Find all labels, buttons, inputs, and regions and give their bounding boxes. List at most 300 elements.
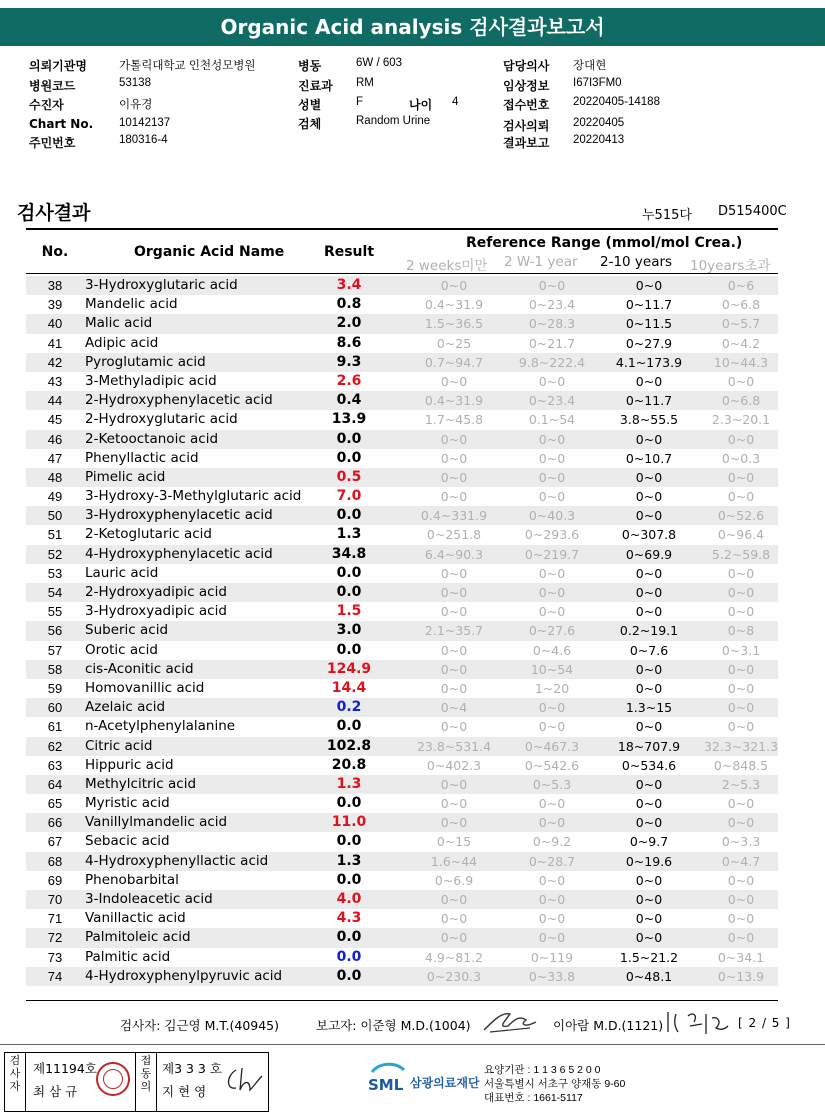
cell-range-2-10yr: 0~0: [635, 719, 663, 735]
cell-range-under-2wk: 0~0: [440, 278, 468, 293]
cell-range-2-10yr: 0~0: [635, 489, 663, 505]
cell-result: 124.9: [326, 660, 372, 677]
cell-range-under-2wk: 6.4~90.3: [424, 546, 484, 562]
cell-no: 52: [47, 546, 63, 562]
label-hospital-code: 병원코드: [29, 79, 76, 93]
label-sex: 성별: [298, 98, 322, 112]
cell-range-2-10yr: 0.2~19.1: [619, 623, 679, 639]
cell-range-over-10yr: 2.3~20.1: [711, 412, 771, 428]
table-row: [26, 334, 778, 353]
table-row: [26, 314, 778, 333]
cell-no: 39: [47, 297, 63, 313]
value-chart-no: 10142137: [119, 117, 171, 129]
cell-range-under-2wk: 0~251.8: [426, 527, 482, 543]
cell-no: 42: [47, 354, 63, 370]
cell-range-over-10yr: 0~8: [727, 623, 755, 639]
cell-no: 53: [47, 565, 63, 581]
cell-acid-name: Lauric acid: [85, 564, 159, 581]
cell-result: 0.0: [336, 564, 362, 581]
cell-no: 69: [47, 872, 63, 888]
table-row: [26, 737, 778, 756]
header-range-2-10yr: 2-10 years: [600, 254, 673, 270]
cell-result: 0.0: [336, 507, 362, 524]
cell-no: 56: [47, 623, 63, 639]
cell-range-under-2wk: 0~0: [440, 680, 468, 696]
cell-result: 34.8: [331, 545, 367, 562]
cell-range-2-10yr: 0~0: [635, 815, 663, 831]
table-row: [26, 468, 778, 487]
cell-range-2wk-1yr: 0~5.3: [532, 776, 572, 792]
cell-acid-name: 3-Hydroxy-3-Methylglutaric acid: [85, 488, 302, 505]
cell-range-under-2wk: 0~0: [440, 892, 468, 907]
cell-range-2-10yr: 0~7.6: [629, 642, 669, 658]
cell-range-2wk-1yr: 0~23.4: [528, 297, 576, 313]
cell-acid-name: Myristic acid: [85, 795, 170, 812]
header-name: Organic Acid Name: [134, 244, 285, 260]
label-receipt-no: 접수번호: [503, 98, 550, 112]
cell-range-2wk-1yr: 0~0: [538, 815, 566, 831]
cell-range-over-10yr: 0~0: [727, 719, 755, 735]
cell-range-over-10yr: 0~6.8: [721, 297, 761, 313]
cell-range-2-10yr: 0~0: [635, 776, 663, 792]
cell-result: 0.2: [336, 699, 362, 716]
cert-name-b: 지 현 영: [162, 1084, 207, 1099]
cell-no: 58: [47, 661, 63, 677]
cell-no: 50: [47, 508, 63, 524]
table-row: [26, 948, 778, 967]
cell-acid-name: Sebacic acid: [85, 833, 170, 850]
cell-range-2-10yr: 0~0: [635, 565, 663, 581]
org-phone: 대표번호 : 1661-5117: [484, 1092, 583, 1104]
cell-range-2wk-1yr: 0~119: [530, 949, 574, 965]
cell-no: 62: [47, 738, 63, 754]
cell-range-2wk-1yr: 0.1~54: [528, 412, 576, 428]
cell-range-under-2wk: 0~230.3: [426, 968, 482, 984]
cell-result: 1.3: [336, 775, 362, 792]
cell-range-2wk-1yr: 0~9.2: [532, 834, 572, 850]
cell-acid-name: Phenobarbital: [85, 871, 179, 888]
cell-no: 38: [47, 278, 63, 293]
cell-no: 74: [47, 968, 63, 984]
cell-range-2-10yr: 0~9.7: [629, 834, 669, 850]
cell-range-over-10yr: 0~4.7: [721, 853, 761, 869]
cell-range-over-10yr: 0~0: [727, 892, 755, 907]
cell-no: 63: [47, 757, 63, 773]
cell-range-2wk-1yr: 0~0: [538, 431, 566, 447]
sml-logo-text: SML: [368, 1076, 404, 1094]
header-reference: Reference Range (mmol/mol Crea.): [466, 235, 743, 251]
cell-range-2-10yr: 0~0: [635, 604, 663, 620]
cell-range-under-2wk: 0~0: [440, 776, 468, 792]
cell-result: 0.0: [336, 967, 362, 984]
cell-no: 43: [47, 373, 63, 389]
cell-range-2-10yr: 0~0: [635, 508, 663, 524]
cell-range-under-2wk: 0~25: [436, 335, 472, 351]
third-handwritten-signature: [662, 1008, 732, 1038]
cell-range-2wk-1yr: 0~219.7: [524, 546, 580, 562]
cell-acid-name: 2-Ketoglutaric acid: [85, 526, 212, 543]
header-range-over-10yr: 10years초과: [690, 258, 771, 274]
cell-result: 0.0: [336, 871, 362, 888]
cell-no: 72: [47, 930, 63, 946]
cell-range-under-2wk: 0~15: [436, 834, 472, 850]
cell-range-2-10yr: 0~0: [635, 911, 663, 927]
cell-no: 64: [47, 776, 63, 792]
table-row: [26, 909, 778, 928]
cell-no: 41: [47, 335, 63, 351]
cell-acid-name: 4-Hydroxyphenyllactic acid: [85, 852, 269, 869]
test-code-korean: 누515다: [642, 208, 692, 223]
org-address: 서울특별시 서초구 양재동 9-60: [484, 1078, 626, 1090]
cell-range-2-10yr: 0~0: [635, 278, 663, 293]
cell-range-under-2wk: 2.1~35.7: [424, 623, 484, 639]
cell-range-2-10yr: 0~0: [635, 431, 663, 447]
table-row: [26, 487, 778, 506]
cell-range-under-2wk: 0~0: [440, 604, 468, 620]
cell-range-2wk-1yr: 0~0: [538, 565, 566, 581]
cell-result: 4.3: [336, 910, 362, 927]
cell-no: 60: [47, 700, 63, 716]
cell-acid-name: 4-Hydroxyphenylacetic acid: [85, 545, 273, 562]
cell-acid-name: 2-Ketooctanoic acid: [85, 430, 219, 447]
cell-range-over-10yr: 0~0: [727, 661, 755, 677]
value-resident-no: 180316-4: [119, 134, 168, 146]
cell-range-over-10yr: 0~0: [727, 872, 755, 888]
table-row: [26, 698, 778, 717]
cell-range-over-10yr: 0~4.2: [721, 335, 761, 351]
label-request-date: 검사의뢰: [503, 119, 550, 133]
value-ward: 6W / 603: [356, 57, 403, 69]
page-number: [ 2 / 5 ]: [738, 1016, 791, 1030]
cell-range-2-10yr: 0~0: [635, 930, 663, 946]
cell-acid-name: cis-Aconitic acid: [85, 660, 194, 677]
cert-label-b: 접 동 의: [140, 1054, 152, 1093]
cell-result: 4.0: [336, 891, 362, 907]
cell-range-2-10yr: 0~27.9: [625, 335, 673, 351]
cell-no: 61: [47, 719, 63, 735]
cell-range-2wk-1yr: 0~467.3: [524, 738, 580, 754]
cell-range-under-2wk: 0.7~94.7: [424, 354, 484, 370]
cell-range-under-2wk: 0~0: [440, 431, 468, 447]
cell-range-2wk-1yr: 0~23.4: [528, 393, 576, 409]
cell-no: 44: [47, 393, 63, 409]
cell-result: 14.4: [331, 679, 367, 696]
cell-result: 7.0: [336, 488, 362, 505]
cell-range-under-2wk: 0~0: [440, 661, 468, 677]
cell-range-over-10yr: 0~34.1: [717, 949, 765, 965]
cell-range-2wk-1yr: 1~20: [534, 680, 570, 696]
table-bottom-rule: [26, 1000, 778, 1001]
section-title: 검사결과: [17, 202, 91, 224]
value-patient: 이유경: [119, 99, 153, 111]
cert-license-b: 제3 3 3 호: [162, 1061, 222, 1076]
cell-range-2wk-1yr: 0~0: [538, 872, 566, 888]
cell-range-under-2wk: 0~0: [440, 489, 468, 505]
cell-result: 102.8: [326, 737, 372, 754]
patient-info: [0, 54, 825, 154]
table-row: [26, 525, 778, 544]
cell-acid-name: n-Acetylphenylalanine: [85, 718, 236, 735]
value-specimen: Random Urine: [356, 115, 431, 127]
cell-range-over-10yr: 32.3~321.3: [703, 738, 779, 754]
cell-range-2-10yr: 0~307.8: [621, 527, 677, 543]
value-report-date: 20220413: [573, 134, 625, 146]
cell-acid-name: Pyroglutamic acid: [85, 353, 206, 370]
cell-range-2-10yr: 4.1~173.9: [615, 354, 683, 370]
report-title: Organic Acid analysis 검사결과보고서: [0, 8, 825, 46]
cell-result: 0.8: [336, 296, 362, 313]
table-row: [26, 871, 778, 890]
table-row: [26, 660, 778, 679]
label-ward: 병동: [298, 59, 322, 73]
cell-result: 9.3: [336, 353, 362, 370]
cell-range-2-10yr: 0~69.9: [625, 546, 673, 562]
cell-range-2-10yr: 0~0: [635, 796, 663, 812]
label-resident-no: 주민번호: [29, 136, 76, 150]
cell-acid-name: 2-Hydroxyphenylacetic acid: [85, 392, 273, 409]
cell-no: 48: [47, 469, 63, 485]
cell-acid-name: Pimelic acid: [85, 468, 166, 485]
cell-no: 45: [47, 412, 63, 428]
cell-range-over-10yr: 0~0: [727, 431, 755, 447]
cell-range-under-2wk: 4.9~81.2: [424, 949, 484, 965]
cell-range-under-2wk: 0~0: [440, 565, 468, 581]
cell-no: 55: [47, 604, 63, 620]
table-row: [26, 679, 778, 698]
cell-no: 71: [47, 911, 63, 927]
cell-range-2wk-1yr: 0~0: [538, 585, 566, 600]
table-row: [26, 794, 778, 813]
cell-range-over-10yr: 0~0: [727, 604, 755, 620]
cell-range-over-10yr: 0~6: [727, 278, 755, 293]
cell-acid-name: Vanillactic acid: [85, 910, 186, 927]
cell-range-2wk-1yr: 0~0: [538, 489, 566, 505]
cell-result: 0.0: [336, 718, 362, 735]
table-row: [26, 564, 778, 583]
cell-result: 1.3: [336, 852, 362, 869]
cell-result: 0.0: [336, 929, 362, 946]
value-hospital-code: 53138: [119, 77, 151, 89]
cell-result: 8.6: [336, 334, 362, 351]
cell-no: 73: [47, 949, 63, 965]
value-physician: 장대현: [573, 60, 607, 72]
cell-result: 3.0: [336, 622, 362, 639]
table-header: [26, 230, 778, 274]
cell-acid-name: Malic acid: [85, 315, 153, 332]
cell-no: 70: [47, 892, 63, 907]
cell-acid-name: Azelaic acid: [85, 699, 166, 716]
official-seal-inner: [103, 1069, 123, 1089]
org-name: 삼광의료재단: [410, 1076, 480, 1090]
value-age: 4: [452, 96, 459, 108]
cell-range-over-10yr: 0~0: [727, 469, 755, 485]
cell-acid-name: 3-Hydroxyadipic acid: [85, 603, 227, 620]
cell-range-over-10yr: 0~13.9: [717, 968, 765, 984]
cell-acid-name: Suberic acid: [85, 622, 169, 639]
cell-range-over-10yr: 0~0.3: [721, 450, 761, 466]
header-range-2wk-1yr: 2 W-1 year: [504, 254, 578, 270]
cell-no: 65: [47, 796, 63, 812]
cell-range-2wk-1yr: 0~0: [538, 796, 566, 812]
cell-range-2-10yr: 0~0: [635, 892, 663, 907]
cell-acid-name: Palmitoleic acid: [85, 929, 191, 946]
table-row: [26, 276, 778, 295]
cell-range-under-2wk: 1.6~44: [430, 853, 478, 869]
label-specimen: 검체: [298, 117, 322, 131]
cell-result: 0.0: [336, 833, 362, 850]
cell-range-2-10yr: 0~0: [635, 585, 663, 600]
cell-acid-name: 2-Hydroxyadipic acid: [85, 584, 227, 600]
cell-range-2wk-1yr: 0~0: [538, 373, 566, 389]
cert-label-a: 검 사 자: [9, 1054, 21, 1093]
cell-range-under-2wk: 0~0: [440, 469, 468, 485]
cell-range-over-10yr: 0~3.3: [721, 834, 761, 850]
cell-range-2wk-1yr: 0~0: [538, 450, 566, 466]
cell-range-2wk-1yr: 0~4.6: [532, 642, 572, 658]
label-physician: 담당의사: [503, 59, 550, 73]
cell-acid-name: Vanillylmandelic acid: [85, 814, 228, 831]
cell-range-over-10yr: 10~44.3: [713, 354, 769, 370]
table-row: [26, 295, 778, 314]
label-clinical-info: 임상정보: [503, 79, 550, 93]
cell-acid-name: Homovanillic acid: [85, 679, 205, 696]
cell-range-over-10yr: 2~5.3: [721, 776, 761, 792]
cell-result: 1.3: [336, 526, 362, 543]
cell-range-2-10yr: 0~11.7: [625, 297, 673, 313]
cell-range-over-10yr: 0~0: [727, 796, 755, 812]
cell-range-2wk-1yr: 0~293.6: [524, 527, 580, 543]
cell-acid-name: Orotic acid: [85, 641, 158, 658]
cell-range-under-2wk: 0~0: [440, 796, 468, 812]
cell-no: 49: [47, 489, 63, 505]
table-row: [26, 602, 778, 621]
table-row: [26, 391, 778, 410]
cell-range-under-2wk: 0.4~331.9: [420, 508, 488, 524]
cell-range-under-2wk: 0~0: [440, 450, 468, 466]
cell-range-2wk-1yr: 0~0: [538, 911, 566, 927]
cell-range-2wk-1yr: 9.8~222.4: [518, 354, 586, 370]
cell-range-2-10yr: 1.3~15: [625, 700, 673, 716]
cell-no: 40: [47, 316, 63, 332]
cell-result: 2.6: [336, 372, 362, 389]
cell-range-2wk-1yr: 0~0: [538, 469, 566, 485]
cell-acid-name: Methylcitric acid: [85, 775, 197, 792]
cell-range-over-10yr: 0~96.4: [717, 527, 765, 543]
value-request-date: 20220405: [573, 117, 625, 129]
cell-range-under-2wk: 0~6.9: [434, 872, 474, 888]
cell-range-2wk-1yr: 0~0: [538, 930, 566, 946]
value-clinical-info: I67I3FM0: [573, 77, 622, 89]
table-row: [26, 756, 778, 775]
cell-range-under-2wk: 0~0: [440, 815, 468, 831]
cell-acid-name: 4-Hydroxyphenylpyruvic acid: [85, 967, 283, 984]
label-age: 나이: [409, 98, 433, 112]
cell-range-under-2wk: 23.8~531.4: [416, 738, 492, 754]
cell-range-2-10yr: 0~11.7: [625, 393, 673, 409]
cell-range-over-10yr: 0~6.8: [721, 393, 761, 409]
cell-acid-name: Phenyllactic acid: [85, 449, 199, 466]
header-no: No.: [41, 244, 69, 260]
cell-range-2-10yr: 3.8~55.5: [619, 412, 679, 428]
cell-range-2-10yr: 0~10.7: [625, 450, 673, 466]
cell-result: 0.0: [336, 449, 362, 466]
cell-no: 46: [47, 431, 63, 447]
third-signature: 이아람 M.D.(1121): [553, 1018, 664, 1033]
provider-number: 요양기관 : 1 1 3 6 5 2 0 0: [484, 1064, 601, 1076]
cell-range-2wk-1yr: 10~54: [530, 661, 574, 677]
cell-result: 0.0: [336, 641, 362, 658]
cell-result: 1.5: [336, 603, 362, 620]
cell-range-over-10yr: 0~0: [727, 565, 755, 581]
header-result: Result: [323, 244, 375, 260]
cell-range-under-2wk: 0.4~31.9: [424, 393, 484, 409]
header-range-under-2wk: 2 weeks미만: [406, 258, 488, 274]
cell-range-over-10yr: 0~0: [727, 585, 755, 600]
cell-no: 67: [47, 834, 63, 850]
label-institution: 의뢰기관명: [29, 59, 87, 73]
cell-result: 0.0: [336, 430, 362, 447]
cell-range-over-10yr: 0~0: [727, 815, 755, 831]
cell-no: 51: [47, 527, 63, 543]
cell-acid-name: 3-Hydroxyglutaric acid: [85, 277, 238, 293]
cell-range-2wk-1yr: 0~0: [538, 719, 566, 735]
cell-range-2wk-1yr: 0~0: [538, 700, 566, 716]
cell-result: 0.0: [336, 795, 362, 812]
table-header-rule: [26, 273, 778, 274]
cell-acid-name: Mandelic acid: [85, 296, 178, 313]
table-row: [26, 430, 778, 449]
table-row: [26, 410, 778, 429]
cell-range-2wk-1yr: 0~542.6: [524, 757, 580, 773]
cell-acid-name: Citric acid: [85, 737, 153, 754]
footer-rule: [0, 1044, 825, 1045]
cell-range-under-2wk: 0~4: [440, 700, 468, 716]
cell-range-under-2wk: 0~0: [440, 373, 468, 389]
cell-range-2-10yr: 0~48.1: [625, 968, 673, 984]
cell-result: 2.0: [336, 315, 362, 332]
cert-license-a: 제11194호: [33, 1061, 97, 1076]
table-row: [26, 775, 778, 794]
cert-handwritten-signature: [222, 1064, 266, 1096]
cell-range-2wk-1yr: 0~0: [538, 604, 566, 620]
cell-result: 0.4: [336, 392, 362, 409]
cell-range-under-2wk: 0~0: [440, 719, 468, 735]
cell-acid-name: Palmitic acid: [85, 948, 171, 965]
cell-range-over-10yr: 0~5.7: [721, 316, 761, 332]
cell-no: 59: [47, 680, 63, 696]
value-institution: 가톨릭대학교 인천성모병원: [119, 60, 256, 72]
cell-acid-name: 3-Indoleacetic acid: [85, 891, 213, 907]
cell-result: 0.0: [336, 948, 362, 965]
cell-no: 47: [47, 450, 63, 466]
table-row: [26, 353, 778, 372]
cell-range-under-2wk: 0.4~31.9: [424, 297, 484, 313]
cell-range-over-10yr: 0~3.1: [721, 642, 761, 658]
cell-no: 57: [47, 642, 63, 658]
value-receipt-no: 20220405-14188: [573, 96, 660, 108]
cell-range-over-10yr: 0~0: [727, 700, 755, 716]
sml-logo-icon: [366, 1060, 408, 1096]
cell-result: 0.0: [336, 584, 362, 600]
cell-range-2-10yr: 1.5~21.2: [619, 949, 679, 965]
cell-range-under-2wk: 0~0: [440, 642, 468, 658]
table-row: [26, 641, 778, 660]
cell-range-2-10yr: 0~11.5: [625, 316, 673, 332]
cell-range-2-10yr: 0~0: [635, 373, 663, 389]
cell-range-over-10yr: 0~0: [727, 373, 755, 389]
cell-result: 11.0: [331, 814, 367, 831]
cell-acid-name: Adipic acid: [85, 334, 159, 351]
